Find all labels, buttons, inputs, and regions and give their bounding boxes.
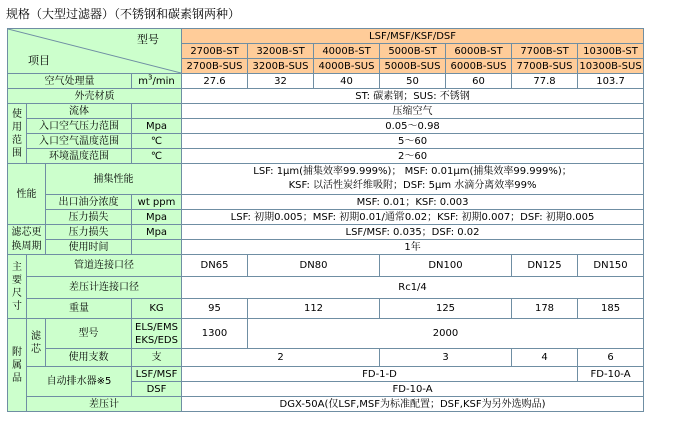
weight-value: 178 (512, 299, 578, 319)
capture-line-1: LSF: 1μm(捕集效率99.999%)； MSF: 0.01μm(捕集效率99.999%)； (253, 166, 572, 177)
gauge-port-label: 差压计连接口径 (27, 277, 182, 299)
weight-value: 125 (380, 299, 512, 319)
model-label: 型号 (137, 33, 159, 46)
air-flow-value: 50 (380, 74, 446, 89)
usage-value: 0.05～0.98 (182, 119, 644, 134)
model-sus: 3200B-SUS (248, 59, 314, 74)
usage-label: 入口空气温度范围 (27, 134, 132, 149)
drain-unit-dsf: DSF (132, 382, 182, 397)
spec-table (7, 28, 644, 412)
model-st: 6000B-ST (446, 44, 512, 59)
usage-value: 5～60 (182, 134, 644, 149)
air-flow-label: 空气处理量 (8, 74, 132, 89)
performance-group: 性能 (8, 164, 46, 225)
pipe-value: DN150 (578, 255, 644, 277)
air-flow-value: 40 (314, 74, 380, 89)
pipe-value: DN100 (380, 255, 512, 277)
drain-lsf-value: FD-1-D (182, 367, 578, 382)
oil-value: MSF: 0.01；KSF: 0.003 (182, 195, 644, 210)
weight-value: 185 (578, 299, 644, 319)
drain-label: 自动排水器※5 (27, 367, 132, 397)
capture-value (182, 164, 644, 195)
model-st: 5000B-ST (380, 44, 446, 59)
usage-group: 使 用 范 围 (8, 104, 27, 164)
air-flow-value: 27.6 (182, 74, 248, 89)
element-count-value: 3 (380, 349, 512, 367)
drain-unit-lsf: LSF/MSF (132, 367, 182, 382)
air-flow-value: 60 (446, 74, 512, 89)
model-sus: 6000B-SUS (446, 59, 512, 74)
usage-unit (132, 104, 182, 119)
model-sus: 2700B-SUS (182, 59, 248, 74)
element-count-value: 2 (182, 349, 380, 367)
element-model-value: 2000 (248, 319, 644, 349)
weight-label: 重量 (27, 299, 132, 319)
pipe-label: 管道连接口径 (27, 255, 182, 277)
element-count-value: 4 (512, 349, 578, 367)
element-model-unit: ELS/EMS EKS/EDS (132, 319, 182, 349)
usage-value: 压缩空气 (182, 104, 644, 119)
dimensions-group: 主 要 尺 寸 (8, 255, 27, 319)
shell-label: 外壳材质 (8, 89, 182, 104)
weight-value: 112 (248, 299, 380, 319)
model-st: 4000B-ST (314, 44, 380, 59)
weight-value: 95 (182, 299, 248, 319)
usage-label: 流体 (27, 104, 132, 119)
element-count-value: 6 (578, 349, 644, 367)
oil-unit: wt ppm (132, 195, 182, 210)
air-flow-value: 77.8 (512, 74, 578, 89)
replacement-loss-label: 压力损失 (46, 225, 132, 240)
air-flow-unit: $m^3/\min$ (132, 74, 182, 89)
drain-lsf-value: FD-10-A (578, 367, 644, 382)
model-sus: 7700B-SUS (512, 59, 578, 74)
capture-line-2: KSF: 以活性炭纤维吸附；DSF: 5μm 水滴分离效率99% (288, 180, 537, 191)
model-sus: 5000B-SUS (380, 59, 446, 74)
element-count-label: 使用支数 (46, 349, 132, 367)
usage-unit: ℃ (132, 149, 182, 164)
series-header: LSF/MSF/KSF/DSF (182, 29, 644, 44)
gauge-port-value: Rc1/4 (182, 277, 644, 299)
model-st: 3200B-ST (248, 44, 314, 59)
replacement-group: 滤芯更换周期 (8, 225, 46, 255)
element-count-unit: 支 (132, 349, 182, 367)
element-model-label: 型号 (46, 319, 132, 349)
oil-label: 出口油分浓度 (46, 195, 132, 210)
drain-dsf-value: FD-10-A (182, 382, 644, 397)
pressure-loss-label: 压力损失 (46, 210, 132, 225)
model-st: 10300B-ST (578, 44, 644, 59)
accessories-group: 附 属 品 (8, 319, 27, 412)
replacement-loss-value: LSF/MSF: 0.035；DSF: 0.02 (182, 225, 644, 240)
pressure-loss-value: LSF: 初期0.005；MSF: 初期0.01/通常0.02；KSF: 初期0.007；DSF: 初期0.005 (182, 210, 644, 225)
weight-unit: KG (132, 299, 182, 319)
model-st: 7700B-ST (512, 44, 578, 59)
usage-unit: ℃ (132, 134, 182, 149)
usage-value: 2～60 (182, 149, 644, 164)
gauge-value: DGX-50A(仅LSF,MSF为标准配置；DSF,KSF为另外选购品) (182, 397, 644, 412)
item-label: 项目 (28, 54, 50, 67)
usage-time-value: 1年 (182, 240, 644, 255)
capture-label: 捕集性能 (46, 164, 182, 195)
pipe-value: DN125 (512, 255, 578, 277)
shell-value: ST: 碳素钢；SUS: 不锈钢 (182, 89, 644, 104)
model-sus: 4000B-SUS (314, 59, 380, 74)
gauge-label: 差压计 (27, 397, 182, 412)
usage-label: 环境温度范围 (27, 149, 132, 164)
model-sus: 10300B-SUS (579, 60, 642, 72)
usage-time-unit (132, 240, 182, 255)
usage-time-label: 使用时间 (46, 240, 132, 255)
usage-label: 入口空气压力范围 (27, 119, 132, 134)
air-flow-value: 103.7 (578, 74, 644, 89)
page-title: 规格（大型过滤器）（不锈钢和碳素钢两种） (6, 7, 241, 21)
model-st: 2700B-ST (182, 44, 248, 59)
pipe-value: DN80 (248, 255, 380, 277)
header-corner (8, 29, 182, 74)
replacement-loss-unit: Mpa (132, 225, 182, 240)
air-flow-value: 32 (248, 74, 314, 89)
usage-unit: Mpa (132, 119, 182, 134)
element-subgroup: 滤 芯 (27, 319, 46, 367)
pressure-loss-unit: Mpa (132, 210, 182, 225)
element-model-value: 1300 (182, 319, 248, 349)
pipe-value: DN65 (182, 255, 248, 277)
